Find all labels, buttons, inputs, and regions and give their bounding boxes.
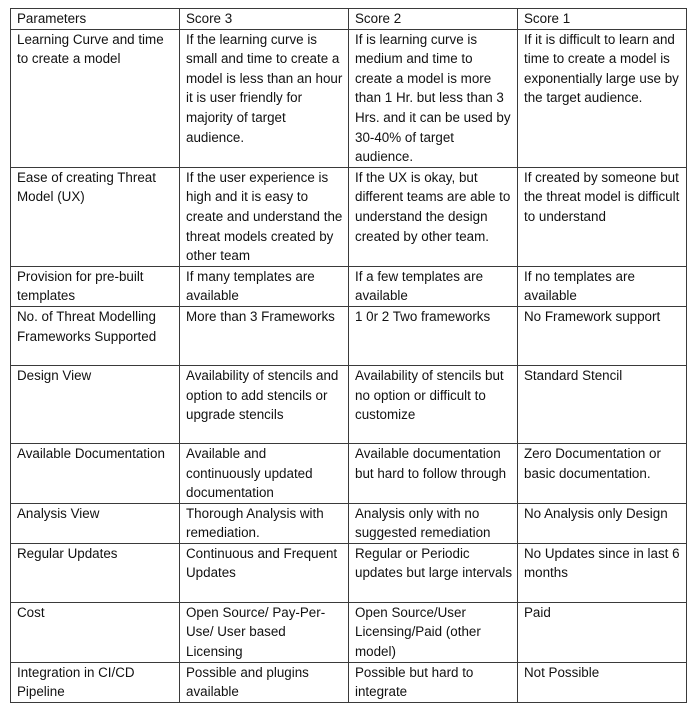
score-3-cell: Open Source/ Pay-Per-Use/ User based Licensing bbox=[180, 602, 349, 662]
table-row bbox=[11, 306, 687, 365]
parameter-cell: Cost bbox=[11, 602, 180, 662]
table-row bbox=[11, 503, 687, 543]
score-1-cell: No Updates since in last 6 months bbox=[518, 543, 687, 602]
score-1-cell: No Framework support bbox=[518, 306, 687, 365]
score-2-cell: If the UX is okay, but different teams are able to understand the design created by other team. bbox=[349, 167, 518, 266]
table-row bbox=[11, 167, 687, 266]
score-2-cell: Analysis only with no suggested remediation bbox=[349, 503, 518, 543]
table-row bbox=[11, 365, 687, 443]
table-row bbox=[11, 266, 687, 306]
table-row bbox=[11, 29, 687, 167]
header-cell-score-3: Score 3 bbox=[180, 9, 349, 30]
score-3-cell: If many templates are available bbox=[180, 266, 349, 306]
score-3-cell: Availability of stencils and option to add stencils or upgrade stencils bbox=[180, 365, 349, 443]
score-1-cell: If created by someone but the threat model is difficult to understand bbox=[518, 167, 687, 266]
header-cell-score-1: Score 1 bbox=[518, 9, 687, 30]
score-3-cell: More than 3 Frameworks bbox=[180, 306, 349, 365]
header-cell-score-2: Score 2 bbox=[349, 9, 518, 30]
score-1-cell: If it is difficult to learn and time to create a model is exponentially large use by the target audience. bbox=[518, 29, 687, 167]
score-2-cell: Availability of stencils but no option or difficult to customize bbox=[349, 365, 518, 443]
score-2-cell: 1 0r 2 Two frameworks bbox=[349, 306, 518, 365]
score-2-cell: Possible but hard to integrate bbox=[349, 662, 518, 702]
parameter-cell: Learning Curve and time to create a model bbox=[11, 29, 180, 167]
parameter-cell: Available Documentation bbox=[11, 443, 180, 503]
score-2-cell: Available documentation but hard to follow through bbox=[349, 443, 518, 503]
table-row bbox=[11, 443, 687, 503]
score-1-cell: Paid bbox=[518, 602, 687, 662]
score-1-cell: Zero Documentation or basic documentation. bbox=[518, 443, 687, 503]
score-3-cell: Continuous and Frequent Updates bbox=[180, 543, 349, 602]
score-3-cell: Possible and plugins available bbox=[180, 662, 349, 702]
score-3-cell: Available and continuously updated documentation bbox=[180, 443, 349, 503]
score-2-cell: If a few templates are available bbox=[349, 266, 518, 306]
table-header-row bbox=[11, 9, 687, 30]
parameter-cell: Design View bbox=[11, 365, 180, 443]
parameter-cell: Integration in CI/CD Pipeline bbox=[11, 662, 180, 702]
score-2-cell: Open Source/User Licensing/Paid (other model) bbox=[349, 602, 518, 662]
score-3-cell: If the user experience is high and it is easy to create and understand the threat models created by other team bbox=[180, 167, 349, 266]
parameter-cell: Regular Updates bbox=[11, 543, 180, 602]
score-2-cell: Regular or Periodic updates but large intervals bbox=[349, 543, 518, 602]
table-row bbox=[11, 662, 687, 702]
scoring-rubric-table bbox=[10, 8, 687, 703]
score-1-cell: Not Possible bbox=[518, 662, 687, 702]
table-row bbox=[11, 602, 687, 662]
parameter-cell: Analysis View bbox=[11, 503, 180, 543]
parameter-cell: Provision for pre-built templates bbox=[11, 266, 180, 306]
rubric-table-container bbox=[10, 8, 687, 703]
score-1-cell: No Analysis only Design bbox=[518, 503, 687, 543]
parameter-cell: No. of Threat Modelling Frameworks Supported bbox=[11, 306, 180, 365]
score-2-cell: If is learning curve is medium and time to create a model is more than 1 Hr. but less than 3 Hrs. and it can be used by 30-40% of target audience. bbox=[349, 29, 518, 167]
score-1-cell: If no templates are available bbox=[518, 266, 687, 306]
score-3-cell: Thorough Analysis with remediation. bbox=[180, 503, 349, 543]
header-cell-parameters: Parameters bbox=[11, 9, 180, 30]
score-3-cell: If the learning curve is small and time to create a model is less than an hour it is user friendly for majority of target audience. bbox=[180, 29, 349, 167]
score-1-cell: Standard Stencil bbox=[518, 365, 687, 443]
parameter-cell: Ease of creating Threat Model (UX) bbox=[11, 167, 180, 266]
table-row bbox=[11, 543, 687, 602]
